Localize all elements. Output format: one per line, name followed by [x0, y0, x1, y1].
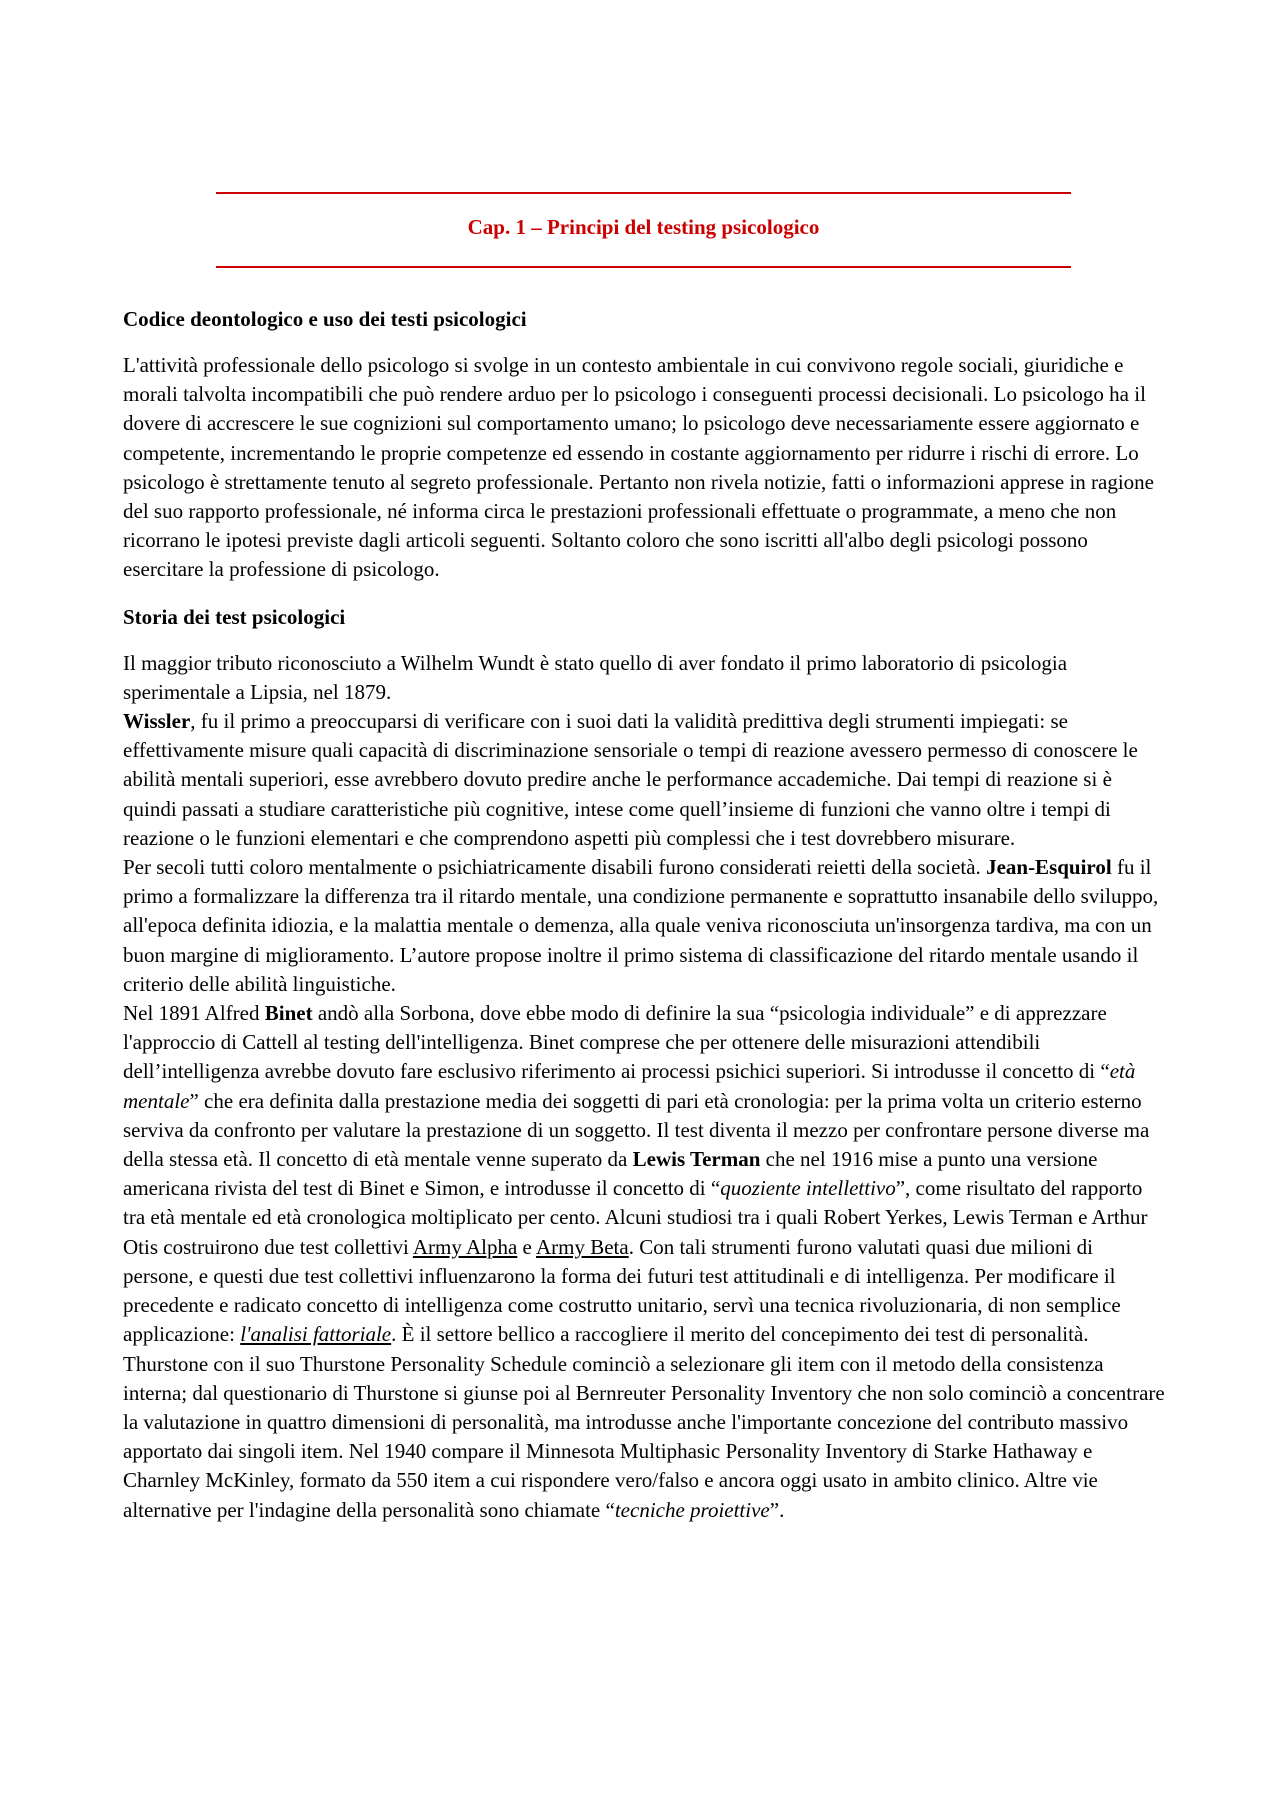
paragraph-binet [123, 999, 1167, 1525]
section-heading-codice: Codice deontologico e uso dei testi psicologici [123, 307, 527, 331]
text-segment: e [517, 1234, 536, 1259]
name-esquirol: Jean-Esquirol [986, 855, 1112, 880]
name-lewis-terman: Lewis Terman [632, 1147, 761, 1172]
bottom-red-rule [216, 266, 1071, 268]
section-heading-storia: Storia dei test psicologici [123, 604, 346, 629]
text-segment: che nel 1916 mise a punto una versione americana rivista del test di Binet e Simon, e introdusse il concetto di “ [123, 1147, 1098, 1201]
name-binet: Binet [264, 1001, 313, 1026]
chapter-title: Cap. 1 – Principi del testing psicologico [467, 215, 820, 239]
text-segment: fu il primo a formalizzare la differenza tra il ritardo mentale, una condizione permanente e soprattutto insanabile dello sviluppo, all'epoca definita idiozia, e la malattia mentale o demenza, alla quale veniva riconosciuta un'insorgenza tardiva, ma con un buon margine di miglioramento. L’autore propose inoltre il primo sistema di classificazione del ritardo mentale usando il criterio delle abilità linguistiche. [123, 855, 1159, 996]
paragraph-esquirol [123, 853, 1167, 999]
text-segment: Per secoli tutti coloro mentalmente o psichiatricamente disabili furono considerati reietti della società. [123, 855, 987, 880]
text-segment: andò alla Sorbona, dove ebbe modo di definire la sua “psicologia individuale” e di apprezzare l'approccio di Cattell al testing dell'intelligenza. Binet comprese che per ottenere delle misurazioni attendibili dell’intelligenza avrebbe dovuto fare esclusivo riferimento ai processi psichici superiori. Si introdusse il concetto di “ [123, 1001, 1110, 1084]
paragraph-wissler [123, 707, 1167, 853]
text-segment: Nel 1891 Alfred [123, 1001, 265, 1026]
term-army-beta: Army Beta [535, 1234, 629, 1259]
name-wissler: Wissler [123, 709, 191, 734]
term-tecniche-proiettive: tecniche proiettive [614, 1497, 770, 1522]
text-segment: . È il settore bellico a raccogliere il merito del concepimento dei test di personalità. Thurstone con il suo Thurstone Personality Schedule cominciò a selezionare gli item con il metodo della consistenza interna; dal questionario di Thurstone si giunse poi al Bernreuter Personality Inventory che non solo cominciò a concentrare la valutazione in quattro dimensioni di personalità, ma introdusse anche l'importante concezione del contributo massivo apportato dai singoli item. Nel 1940 compare il Minnesota Multiphasic Personality Inventory di Starke Hathaway e Charnley McKinley, formato da 550 item a cui rispondere vero/falso e ancora oggi usato in ambito clinico. Altre vie alternative per l'indagine della personalità sono chiamate “ [123, 1322, 1165, 1522]
term-eta-mentale: età mentale [123, 1059, 1136, 1113]
paragraph-wundt: Il maggior tributo riconosciuto a Wilhelm Wundt è stato quello di aver fondato il primo laboratorio di psicologia sperimentale a Lipsia, nel 1879. [123, 650, 1068, 704]
text-segment: ”. [769, 1497, 785, 1522]
term-quoziente-intellettivo: quoziente intellettivo [720, 1176, 896, 1201]
top-red-rule [216, 192, 1071, 194]
paragraph-codice: L'attività professionale dello psicologo si svolge in un contesto ambientale in cui convivono regole sociali, giuridiche e morali talvolta incompatibili che può rendere arduo per lo psicologo i conseguenti processi decisionali. Lo psicologo ha il dovere di accrescere le sue cognizioni sul comportamento umano; lo psicologo deve necessariamente essere aggiornato e competente, incrementando le proprie competenze ed essendo in costante aggiornamento per ridurre i rischi di errore. Lo psicologo è strettamente tenuto al segreto professionale. Pertanto non rivela notizie, fatti o informazioni apprese in ragione del suo rapporto professionale, né informa circa le prestazioni professionali effettuate o programmate, a meno che non ricorrano le ipotesi previste dagli articoli seguenti. Soltanto coloro che sono iscritti all'albo degli psicologi possono esercitare la professione di psicologo. [123, 353, 1154, 582]
text-segment: , fu il primo a preoccuparsi di verificare con i suoi dati la validità predittiva degli strumenti impiegati: se effettivamente misure quali capacità di discriminazione sensoriale o tempi di reazione avessero permesso di conoscere le abilità mentali superiori, esse avrebbero dovuto predire anche le performance accademiche. Dai tempi di reazione si è quindi passati a studiare caratteristiche più cognitive, intese come quell’insieme di funzioni che vanno oltre i tempi di reazione o le funzioni elementari e che comprendono aspetti più complessi che i test dovrebbero misurare. [123, 709, 1138, 850]
text-segment: ”, come risultato del rapporto tra età mentale ed età cronologica moltiplicato per cento. Alcuni studiosi tra i quali Robert Yerkes, Lewis Terman e Arthur Otis costruirono due test collettivi [123, 1176, 1148, 1259]
text-segment: . Con tali strumenti furono valutati quasi due milioni di persone, e questi due test collettivi influenzarono la forma dei futuri test attitudinali e di intelligenza. Per modificare il precedente e radicato concetto di intelligenza come costrutto unitario, servì una tecnica rivoluzionaria, di non semplice applicazione: [123, 1234, 1121, 1347]
text-segment: ” che era definita dalla prestazione media dei soggetti di pari età cronologia: per la prima volta un criterio esterno serviva da confronto per valutare la prestazione di un soggetto. Il test diventa il mezzo per confrontare persone diverse ma della stessa età. Il concetto di età mentale venne superato da [123, 1088, 1150, 1172]
term-analisi-fattoriale: l'analisi fattoriale [240, 1322, 392, 1347]
document-body [123, 305, 1167, 1525]
term-army-alpha: Army Alpha [412, 1234, 518, 1259]
